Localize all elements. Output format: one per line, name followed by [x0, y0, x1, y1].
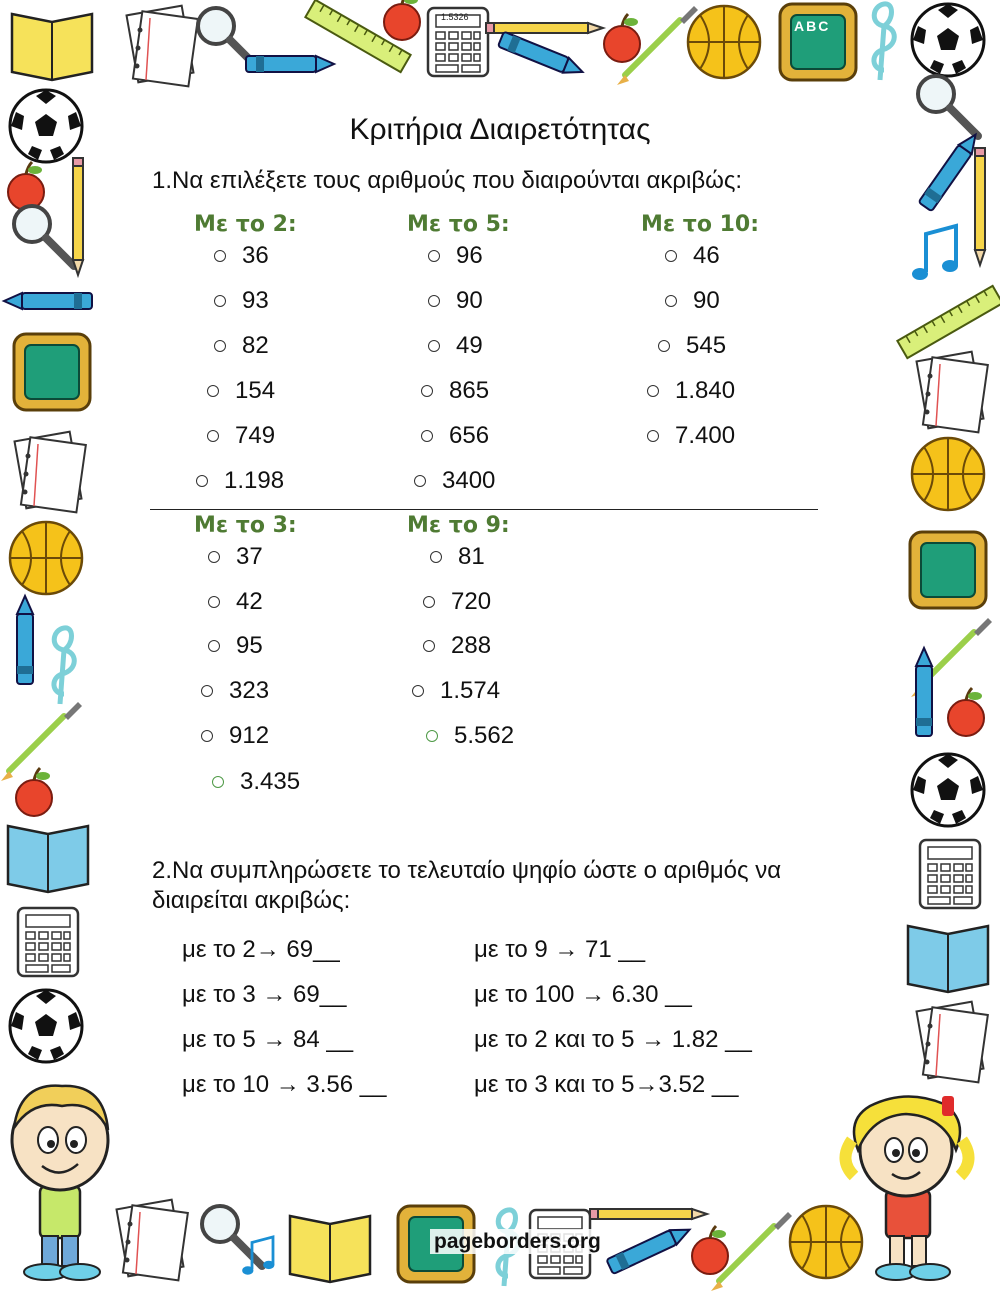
- group-header-by9: Με το 9:: [407, 513, 510, 538]
- option-by3-42[interactable]: 42: [208, 587, 263, 617]
- option-by2-749[interactable]: 749: [207, 421, 275, 451]
- book-icon: [8, 826, 88, 892]
- option-by10-7400[interactable]: 7.400: [647, 421, 735, 451]
- radio-button[interactable]: [414, 475, 426, 487]
- radio-button[interactable]: [201, 730, 213, 742]
- radio-button[interactable]: [647, 385, 659, 397]
- chalkboard-text: ABC: [794, 18, 831, 34]
- group-header-by2: Με το 2:: [194, 212, 297, 237]
- chalkboard-icon: [780, 4, 856, 80]
- option-by2-93[interactable]: 93: [214, 286, 269, 316]
- girl-character-illustration: [845, 1096, 968, 1280]
- section-divider: [150, 509, 818, 510]
- fill-in-by5[interactable]: με το 5 → 84 __: [182, 1026, 354, 1053]
- radio-button[interactable]: [430, 551, 442, 563]
- paper-icon: [117, 1200, 188, 1281]
- option-by10-1840[interactable]: 1.840: [647, 376, 735, 406]
- chalkboard-icon: [910, 532, 986, 608]
- apple-icon: [948, 688, 984, 736]
- radio-button[interactable]: [214, 295, 226, 307]
- option-by5-96[interactable]: 96: [428, 241, 483, 271]
- basketball-icon: [790, 1206, 862, 1278]
- option-by10-46[interactable]: 46: [665, 241, 720, 271]
- treble-clef-icon: [54, 628, 74, 704]
- radio-button[interactable]: [212, 776, 224, 788]
- option-by9-720[interactable]: 720: [423, 587, 491, 617]
- crayon-icon: [498, 32, 586, 80]
- magnifier-icon: [14, 206, 74, 266]
- radio-button[interactable]: [412, 685, 424, 697]
- book-icon: [12, 14, 92, 80]
- fill-in-by9[interactable]: με το 9 → 71 __: [474, 936, 646, 963]
- calculator-icon: [18, 908, 78, 976]
- option-by3-912[interactable]: 912: [201, 721, 269, 751]
- radio-button[interactable]: [207, 430, 219, 442]
- basketball-icon: [10, 522, 82, 594]
- option-by3-3435[interactable]: 3.435: [212, 767, 300, 797]
- option-by2-36[interactable]: 36: [214, 241, 269, 271]
- radio-button[interactable]: [214, 340, 226, 352]
- radio-button[interactable]: [421, 385, 433, 397]
- crayon-icon: [4, 293, 92, 309]
- option-by5-49[interactable]: 49: [428, 331, 483, 361]
- option-by2-1198[interactable]: 1.198: [196, 466, 284, 496]
- paintbrush-icon: [1, 702, 82, 781]
- radio-button[interactable]: [665, 250, 677, 262]
- radio-button[interactable]: [423, 640, 435, 652]
- radio-button[interactable]: [658, 340, 670, 352]
- paper-icon: [15, 432, 86, 513]
- radio-button[interactable]: [208, 551, 220, 563]
- crayon-icon: [246, 56, 334, 72]
- option-by3-37[interactable]: 37: [208, 542, 263, 572]
- paper-icon: [127, 6, 198, 87]
- pencil-icon: [486, 23, 603, 33]
- crayon-icon: [606, 1222, 693, 1274]
- radio-button[interactable]: [428, 250, 440, 262]
- apple-icon: [16, 768, 52, 816]
- group-header-by5: Με το 5:: [407, 212, 510, 237]
- page-title: Κριτήρια Διαιρετότητας: [349, 113, 651, 146]
- book-icon: [908, 926, 988, 992]
- group-header-by10: Με το 10:: [641, 212, 760, 237]
- fill-in-by3[interactable]: με το 3 → 69__: [182, 981, 347, 1008]
- option-by5-90[interactable]: 90: [428, 286, 483, 316]
- radio-button[interactable]: [208, 640, 220, 652]
- question-2-prompt: 2.Να συμπληρώσετε το τελευταίο ψηφίο ώστε ο αριθμός να διαιρείται ακριβώς:: [152, 857, 782, 914]
- pageborders-brand-text: pageborders.org: [430, 1230, 605, 1254]
- option-by9-288[interactable]: 288: [423, 631, 491, 661]
- pencil-icon: [73, 158, 83, 275]
- option-by5-656[interactable]: 656: [421, 421, 489, 451]
- calculator-icon: [920, 840, 980, 908]
- ruler-icon: [897, 286, 1000, 358]
- pencil-icon: [975, 148, 985, 265]
- fill-in-by3-and-5[interactable]: με το 3 και το 5→3.52 __: [474, 1071, 739, 1098]
- apple-icon: [384, 0, 420, 40]
- basketball-icon: [688, 6, 760, 78]
- option-by9-5562[interactable]: 5.562: [426, 721, 514, 751]
- apple-icon: [604, 14, 640, 62]
- apple-icon: [8, 162, 44, 210]
- treble-clef-icon: [874, 4, 894, 80]
- paper-icon: [917, 1002, 988, 1083]
- fill-in-by2[interactable]: με το 2→ 69__: [182, 936, 340, 963]
- apple-icon: [692, 1226, 728, 1274]
- fill-in-by2-and-5[interactable]: με το 2 και το 5 → 1.82 __: [474, 1026, 752, 1053]
- calculator-display-text: 1.5326: [441, 12, 469, 22]
- crayon-icon: [17, 596, 33, 684]
- chalkboard-icon: [14, 334, 90, 410]
- paper-icon: [917, 352, 988, 433]
- radio-button[interactable]: [196, 475, 208, 487]
- option-by5-865[interactable]: 865: [421, 376, 489, 406]
- boy-character-illustration: [12, 1086, 108, 1280]
- music-note-icon: [912, 226, 958, 280]
- radio-button[interactable]: [421, 430, 433, 442]
- soccer-ball-icon: [912, 754, 984, 826]
- fill-in-by100[interactable]: με το 100 → 6.30 __: [474, 981, 692, 1008]
- radio-button[interactable]: [214, 250, 226, 262]
- fill-in-by10[interactable]: με το 10 → 3.56 __: [182, 1071, 387, 1098]
- option-by2-154[interactable]: 154: [207, 376, 275, 406]
- radio-button[interactable]: [665, 295, 677, 307]
- radio-button[interactable]: [428, 295, 440, 307]
- option-by10-545[interactable]: 545: [658, 331, 726, 361]
- basketball-icon: [912, 438, 984, 510]
- radio-button[interactable]: [207, 385, 219, 397]
- group-header-by3: Με το 3:: [194, 513, 297, 538]
- option-by10-90[interactable]: 90: [665, 286, 720, 316]
- soccer-ball-icon: [912, 4, 984, 76]
- option-by9-81[interactable]: 81: [430, 542, 485, 572]
- crayon-icon: [916, 648, 932, 736]
- option-by2-82[interactable]: 82: [214, 331, 269, 361]
- option-by5-3400[interactable]: 3400: [414, 466, 495, 496]
- radio-button[interactable]: [426, 730, 438, 742]
- pencil-icon: [590, 1209, 707, 1219]
- radio-button[interactable]: [208, 596, 220, 608]
- radio-button[interactable]: [423, 596, 435, 608]
- option-by3-95[interactable]: 95: [208, 631, 263, 661]
- book-icon: [290, 1216, 370, 1282]
- question-1-prompt: 1.Να επιλέξετε τους αριθμούς που διαιρούνται ακριβώς:: [152, 167, 743, 194]
- radio-button[interactable]: [428, 340, 440, 352]
- radio-button[interactable]: [201, 685, 213, 697]
- option-by9-1574[interactable]: 1.574: [412, 676, 500, 706]
- soccer-ball-icon: [10, 990, 82, 1062]
- radio-button[interactable]: [647, 430, 659, 442]
- option-by3-323[interactable]: 323: [201, 676, 269, 706]
